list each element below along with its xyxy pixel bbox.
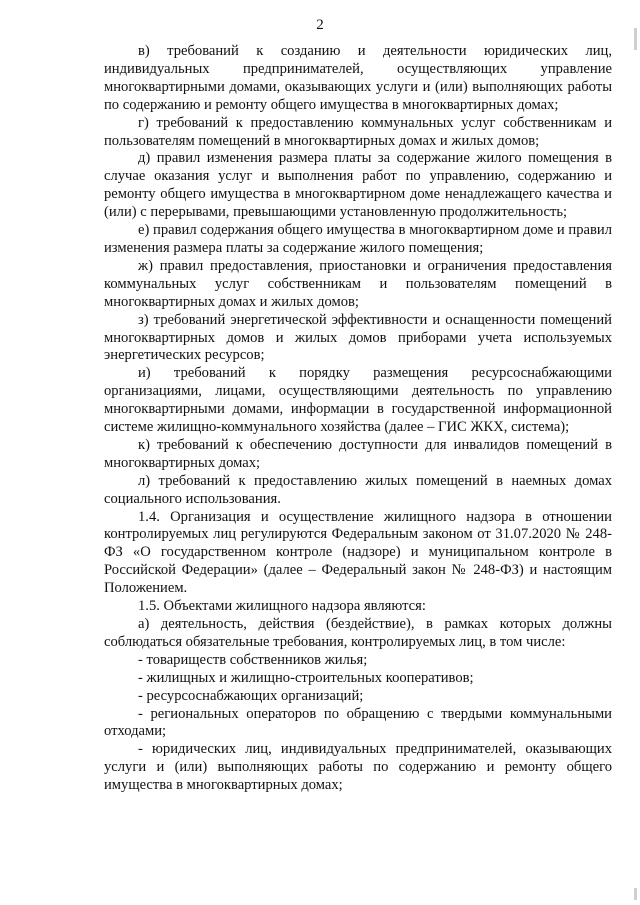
paragraph-v: в) требований к созданию и деятельности юридических лиц, индивидуальных предпринимателей, осуществляющих управление многоквартирными домами, оказывающих услуги и (или) выполняющих работы по содержанию и ремонту общего имущества в многоквартирных домах; (104, 43, 612, 113)
list-item-cooperatives: - жилищных и жилищно-строительных кооперативов; (138, 669, 474, 686)
paragraph-k: к) требований к обеспечению доступности для инвалидов помещений в многоквартирных домах; (104, 436, 612, 471)
document-body (104, 43, 612, 795)
list-item-resource-suppliers: - ресурсоснабжающих организаций; (138, 687, 364, 704)
list-item-hoa: - товариществ собственников жилья; (138, 651, 368, 668)
scan-edge-mark (634, 28, 637, 50)
paragraph-g: г) требований к предоставлению коммунальных услуг собственникам и пользователям помещений в многоквартирных домах и жилых домов; (104, 114, 612, 149)
paragraph-1-4: 1.4. Организация и осуществление жилищного надзора в отношении контролируемых лиц регулируются Федеральным законом от 31.07.2020 № 248-ФЗ «О государственном контроле (надзоре) и муниципальном контроле в Российской Федерации» (далее – Федеральный закон № 248-ФЗ) и настоящим Положением. (104, 508, 612, 597)
paragraph-d: д) правил изменения размера платы за содержание жилого помещения в случае оказания услуг и выполнения работ по управлению, содержанию и ремонту общего имущества в многоквартирном доме ненадлежащего качества и (или) с перерывами, превышающими установленную продолжительность; (104, 150, 612, 221)
paragraph-e: е) правил содержания общего имущества в многоквартирном доме и правил изменения размера платы за содержание жилого помещения; (104, 222, 612, 256)
paragraph-z: з) требований энергетической эффективности и оснащенности помещений многоквартирных домов и жилых домов приборами учета используемых энергетических ресурсов; (104, 311, 612, 364)
scan-edge-mark (634, 888, 637, 900)
page-number: 2 (316, 17, 324, 33)
list-item-legal-entities: - юридических лиц, индивидуальных предпринимателей, оказывающих услуги и (или) выполняющих работы по содержанию и ремонту общего имущества в многоквартирных домах; (104, 741, 612, 794)
paragraph-zh: ж) правил предоставления, приостановки и ограничения предоставления коммунальных услуг собственникам и пользователям помещений в многоквартирных домах и жилых домов; (104, 257, 612, 310)
paragraph-a: а) деятельность, действия (бездействие), в рамках которых должны соблюдаться обязательные требования, контролируемых лиц, в том числе: (104, 616, 612, 650)
paragraph-l: л) требований к предоставлению жилых помещений в наемных домах социального использования. (104, 472, 612, 507)
paragraph-i: и) требований к порядку размещения ресурсоснабжающими организациями, лицами, осуществляющими деятельность по управлению многоквартирными домами, информации в государственной информационной системе жилищно-коммунального хозяйства (далее – ГИС ЖКХ, система); (104, 365, 612, 436)
paragraph-1-5: 1.5. Объектами жилищного надзора являются: (138, 598, 426, 615)
list-item-regional-operators: - региональных операторов по обращению с твердыми коммунальными отходами; (104, 705, 612, 740)
